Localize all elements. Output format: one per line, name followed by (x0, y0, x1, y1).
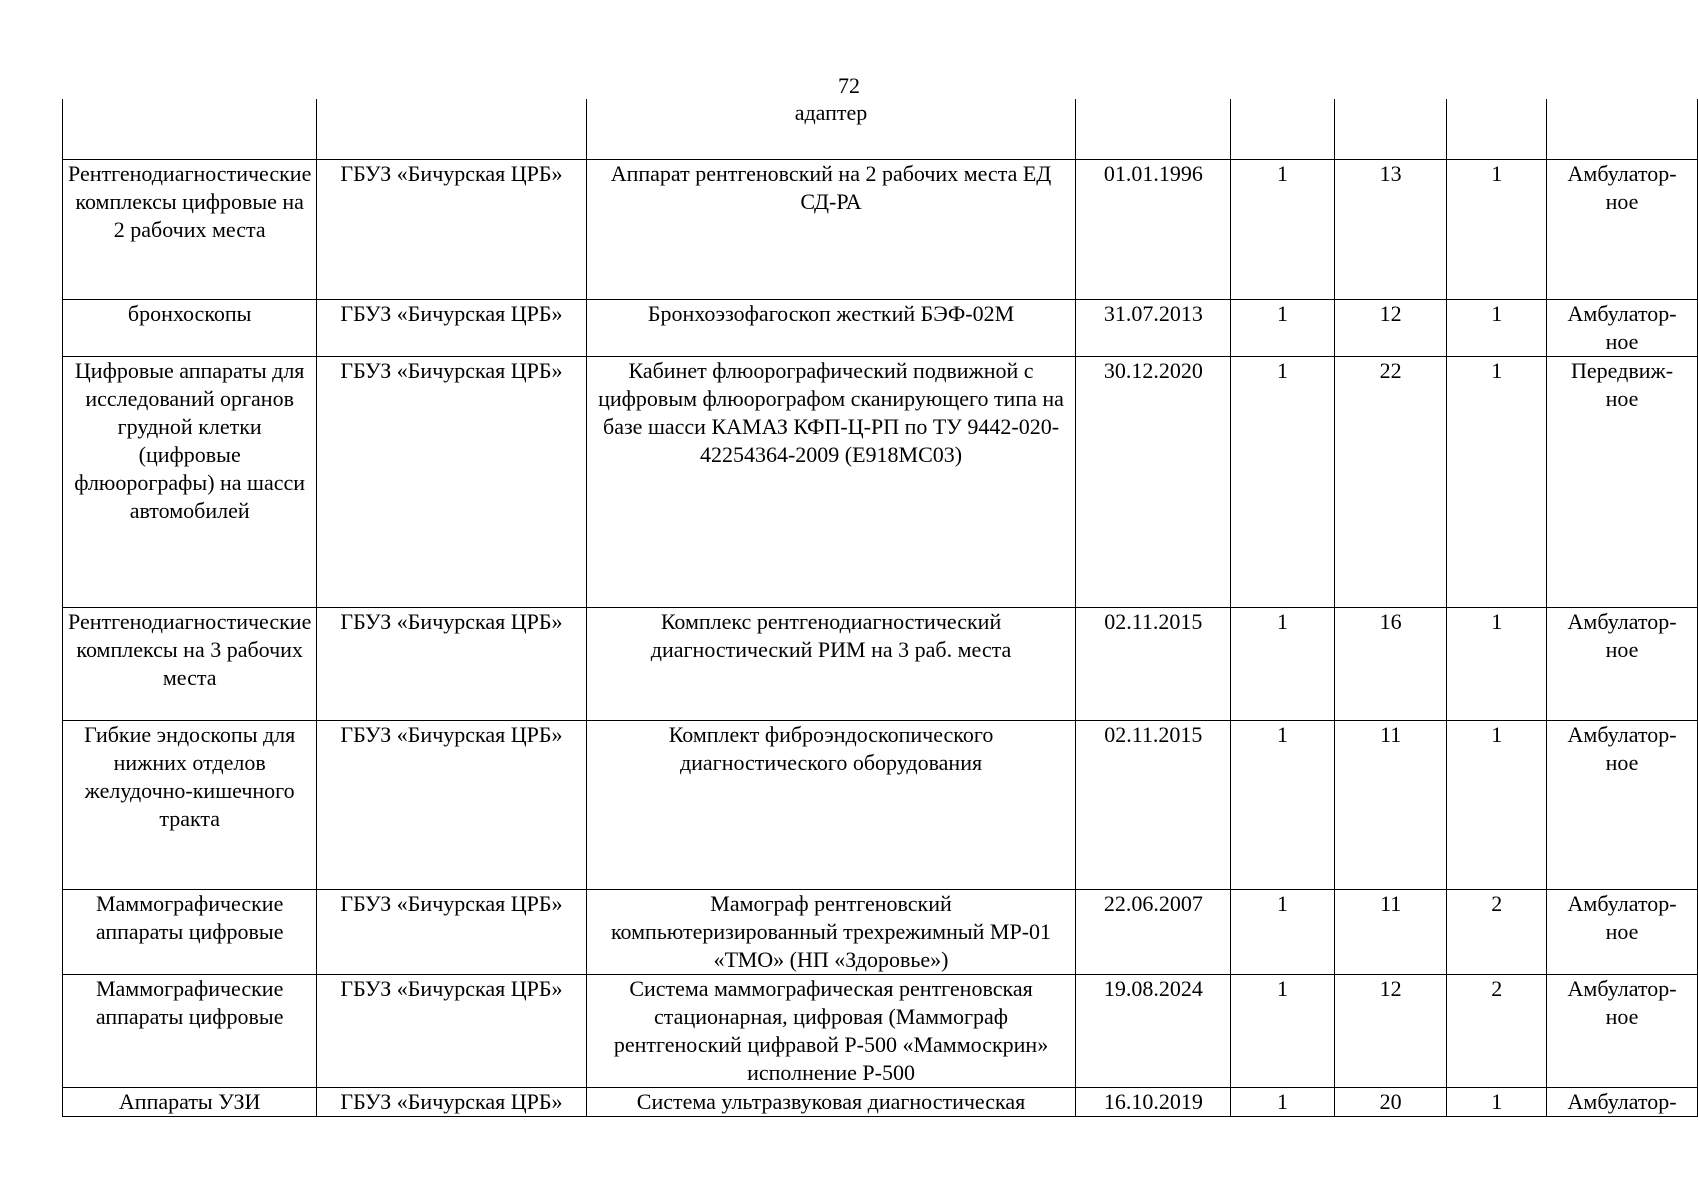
quantity-cell: 1 (1231, 356, 1335, 607)
mode-cell (1547, 99, 1698, 159)
date-cell: 19.08.2024 (1076, 974, 1231, 1087)
table-row (63, 720, 1698, 889)
shift-cell: 1 (1447, 607, 1547, 720)
mode-cell: Амбулатор-ное (1547, 159, 1698, 299)
quantity-cell: 1 (1231, 299, 1335, 356)
years-cell: 22 (1334, 356, 1447, 607)
equipment-type-cell: Маммографические аппараты цифровые (63, 974, 317, 1087)
organization-cell: ГБУЗ «Бичурская ЦРБ» (317, 974, 586, 1087)
equipment-type-cell: Маммографические аппараты цифровые (63, 889, 317, 974)
organization-cell: ГБУЗ «Бичурская ЦРБ» (317, 299, 586, 356)
organization-cell: ГБУЗ «Бичурская ЦРБ» (317, 1087, 586, 1116)
equipment-type-cell: Гибкие эндоскопы для нижних отделов желудочно-кишечного тракта (63, 720, 317, 889)
quantity-cell (1231, 99, 1335, 159)
mode-cell: Амбулатор-ное (1547, 607, 1698, 720)
table-row (63, 99, 1698, 159)
quantity-cell: 1 (1231, 607, 1335, 720)
date-cell: 22.06.2007 (1076, 889, 1231, 974)
quantity-cell: 1 (1231, 974, 1335, 1087)
shift-cell: 2 (1447, 974, 1547, 1087)
quantity-cell: 1 (1231, 159, 1335, 299)
table-row (63, 607, 1698, 720)
shift-cell: 2 (1447, 889, 1547, 974)
date-cell: 16.10.2019 (1076, 1087, 1231, 1116)
years-cell: 11 (1334, 889, 1447, 974)
mode-cell: Передвиж-ное (1547, 356, 1698, 607)
equipment-type-cell: Рентгенодиагностические комплексы на 3 рабочих места (63, 607, 317, 720)
equipment-name-cell: Система маммографическая рентгеновская стационарная, цифровая (Маммограф рентгеноский цифравой Р-500 «Маммоскрин» исполнение Р-500 (586, 974, 1076, 1087)
years-cell: 11 (1334, 720, 1447, 889)
mode-cell: Амбулатор-ное (1547, 974, 1698, 1087)
mode-cell: Амбулатор-ное (1547, 720, 1698, 889)
organization-cell: ГБУЗ «Бичурская ЦРБ» (317, 356, 586, 607)
shift-cell: 1 (1447, 159, 1547, 299)
table-row (63, 1087, 1698, 1116)
equipment-type-cell: Аппараты УЗИ (63, 1087, 317, 1116)
quantity-cell: 1 (1231, 1087, 1335, 1116)
equipment-name-cell: Мамограф рентгеновский компьютеризированный трехрежимный МР-01 «ТМО» (НП «Здоровье») (586, 889, 1076, 974)
equipment-name-cell: Комплект фиброэндоскопического диагностического оборудования (586, 720, 1076, 889)
equipment-type-cell: Рентгенодиагностические комплексы цифровые на 2 рабочих места (63, 159, 317, 299)
shift-cell: 1 (1447, 299, 1547, 356)
table-row (63, 889, 1698, 974)
equipment-type-cell: Цифровые аппараты для исследований органов грудной клетки (цифровые флюорографы) на шасси автомобилей (63, 356, 317, 607)
date-cell: 01.01.1996 (1076, 159, 1231, 299)
quantity-cell: 1 (1231, 720, 1335, 889)
mode-cell: Амбулатор- (1547, 1087, 1698, 1116)
date-cell: 02.11.2015 (1076, 720, 1231, 889)
equipment-type-cell (63, 99, 317, 159)
organization-cell: ГБУЗ «Бичурская ЦРБ» (317, 607, 586, 720)
years-cell (1334, 99, 1447, 159)
years-cell: 20 (1334, 1087, 1447, 1116)
equipment-table (62, 99, 1698, 1117)
equipment-type-cell: бронхоскопы (63, 299, 317, 356)
equipment-name-cell: Бронхоэзофагоскоп жесткий БЭФ-02М (586, 299, 1076, 356)
table-row (63, 974, 1698, 1087)
date-cell: 02.11.2015 (1076, 607, 1231, 720)
organization-cell: ГБУЗ «Бичурская ЦРБ» (317, 159, 586, 299)
years-cell: 12 (1334, 299, 1447, 356)
organization-cell: ГБУЗ «Бичурская ЦРБ» (317, 720, 586, 889)
date-cell: 30.12.2020 (1076, 356, 1231, 607)
shift-cell (1447, 99, 1547, 159)
equipment-name-cell: Система ультразвуковая диагностическая (586, 1087, 1076, 1116)
organization-cell (317, 99, 586, 159)
shift-cell: 1 (1447, 1087, 1547, 1116)
page-number: 72 (838, 73, 860, 98)
shift-cell: 1 (1447, 720, 1547, 889)
equipment-name-cell: адаптер (586, 99, 1076, 159)
mode-cell: Амбулатор-ное (1547, 299, 1698, 356)
mode-cell: Амбулатор-ное (1547, 889, 1698, 974)
date-cell: 31.07.2013 (1076, 299, 1231, 356)
date-cell (1076, 99, 1231, 159)
equipment-name-cell: Кабинет флюорографический подвижной с цифровым флюорографом сканирующего типа на базе шасси КАМАЗ КФП-Ц-РП по ТУ 9442-020-42254364-2009 (Е918МС03) (586, 356, 1076, 607)
table-row (63, 356, 1698, 607)
years-cell: 16 (1334, 607, 1447, 720)
organization-cell: ГБУЗ «Бичурская ЦРБ» (317, 889, 586, 974)
table-row (63, 159, 1698, 299)
table-row (63, 299, 1698, 356)
shift-cell: 1 (1447, 356, 1547, 607)
quantity-cell: 1 (1231, 889, 1335, 974)
equipment-name-cell: Аппарат рентгеновский на 2 рабочих места ЕД СД-РА (586, 159, 1076, 299)
years-cell: 12 (1334, 974, 1447, 1087)
equipment-name-cell: Комплекс рентгенодиагностический диагностический РИМ на 3 раб. места (586, 607, 1076, 720)
years-cell: 13 (1334, 159, 1447, 299)
